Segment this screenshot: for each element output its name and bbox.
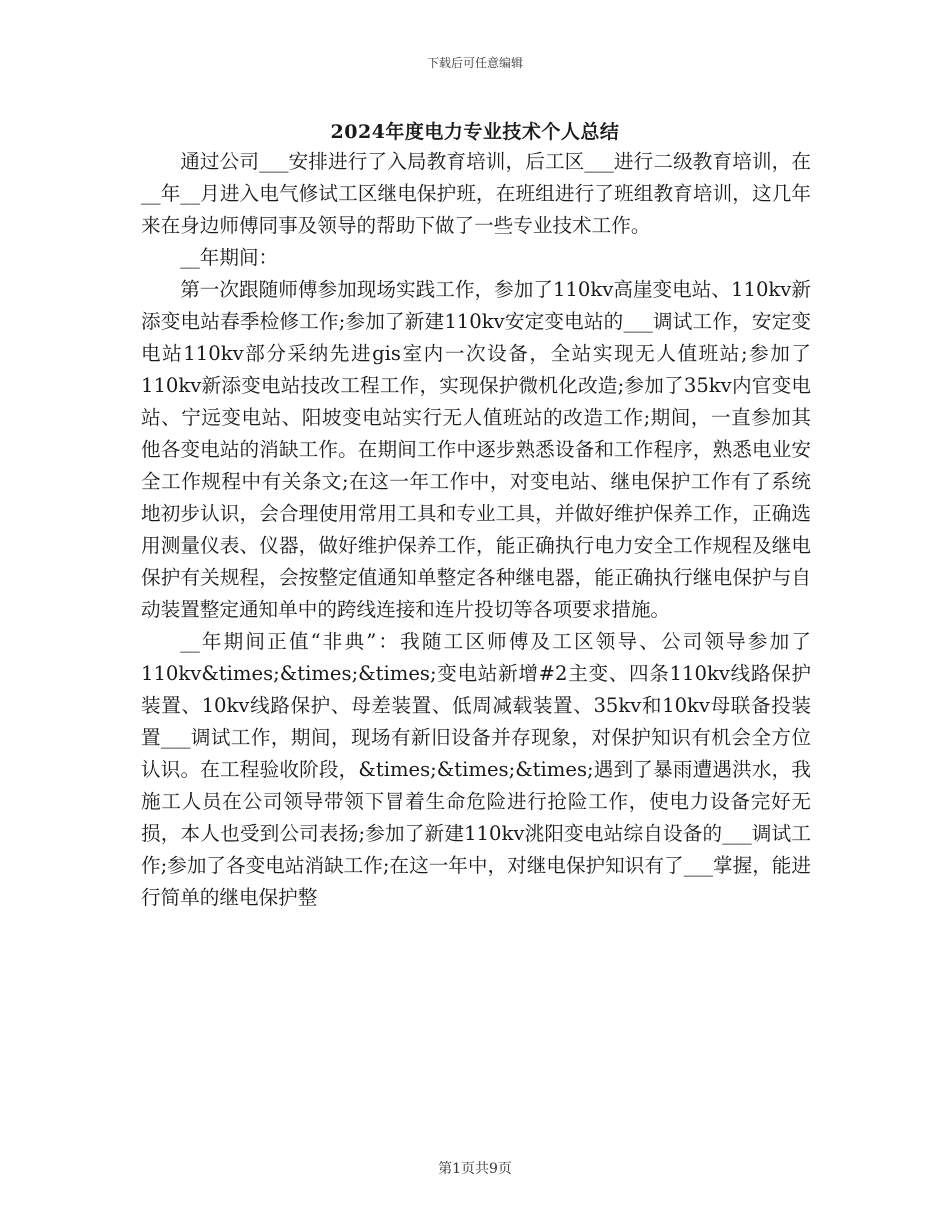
header-note: 下载后可任意编辑 xyxy=(426,56,523,70)
paragraph-sars-year: __年期间正值“非典”：我随工区师傅及工区领导、公司领导参加了110kv&times;&times;&times;变电站新增#2主变、四条110kv线路保护装置、10kv线路保护、母差装置、低周减载装置、35kv和10kv母联备投装置___调试工作，期间，现场有新旧设备并存现象，对保护知识有机会全方位认识。在工程验收阶段，&times;&times;&times;遇到了暴雨遭遇洪水，我施工人员在公司领导带领下冒着生命危险进行抢险工作，使电力设备完好无损，本人也受到公司表扬;参加了新建110kv洮阳变电站综自设备的___调试工作;参加了各变电站消缺工作;在这一年中，对继电保护知识有了___掌握，能进行简单的继电保护整 xyxy=(141,630,811,909)
paragraph-intro: 通过公司___安排进行了入局教育培训，后工区___进行二级教育培训，在__年__月进入电气修试工区继电保护班，在班组进行了班组教育培训，这几年来在身边师傅同事及领导的帮助下做了一些专业技术工作。 xyxy=(141,150,811,237)
paragraph-period-heading: __年期间： xyxy=(180,246,279,269)
document-body xyxy=(141,146,811,914)
page-number: 第1页共9页 xyxy=(438,1161,512,1177)
document-title: 2024年度电力专业技术个人总结 xyxy=(330,121,620,143)
paragraph-first-year: 第一次跟随师傅参加现场实践工作，参加了110kv高崖变电站、110kv新添变电站春季检修工作;参加了新建110kv安定变电站的___调试工作，安定变电站110kv部分采纳先进gis室内一次设备，全站实现无人值班站;参加了110kv新添变电站技改工程工作，实现保护微机化改造;参加了35kv内官变电站、宁远变电站、阳坡变电站实行无人值班站的改造工作;期间，一直参加其他各变电站的消缺工作。在期间工作中逐步熟悉设备和工作程序，熟悉电业安全工作规程中有关条文;在这一年工作中，对变电站、继电保护工作有了系统地初步认识，会合理使用常用工具和专业工具，并做好维护保养工作，正确选用测量仪表、仪器，做好维护保养工作，能正确执行电力安全工作规程及继电保护有关规程，会按整定值通知单整定各种继电器，能正确执行继电保护与自动装置整定通知单中的跨线连接和连片投切等各项要求措施。 xyxy=(141,278,811,621)
